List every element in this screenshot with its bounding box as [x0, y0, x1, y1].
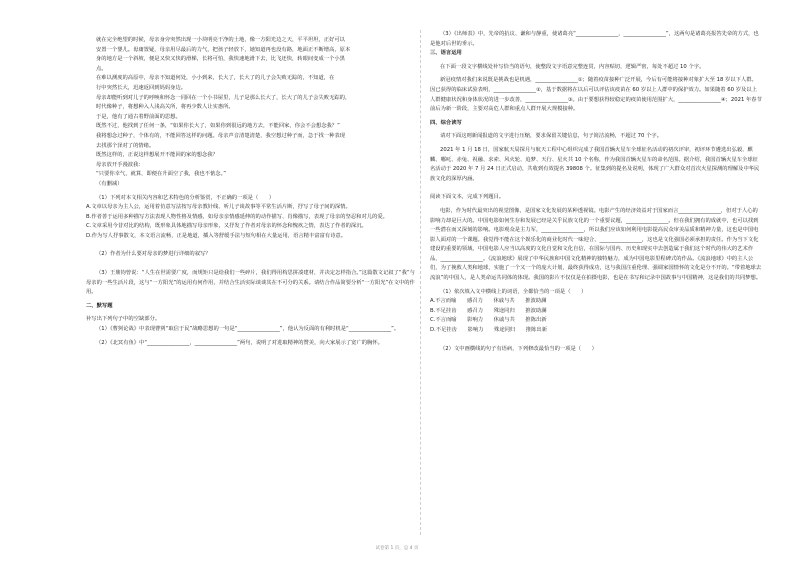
text-line: D.作为写人抒事散文，本文语言流畅，正是地道，插入等舒缓手法与短句相在大量运用，语言精丰富富有诗意。: [86, 232, 347, 239]
text-line: 既然这样的，正说这样想展开不能回的家的想念我？: [96, 152, 218, 159]
text-line: 时代像种子，将想种入人浅高关所，将再少数人让实惠所。: [96, 104, 234, 111]
section-2-question-2: （2）《北冥有鱼》中“________________，________________”两句，说明了对进取精神的赞美，向大家展示了宽广的胸怀。: [96, 339, 383, 346]
reading-instruction: 阅读下面文本，完成下列题目。: [430, 194, 505, 201]
section-2-intro: 补写出下列句子中的空缺部分。: [86, 316, 161, 323]
question-1-intro: （1）下列对本文相关内容和艺术特色的分析鉴赏，不正确的一项是（ ）: [96, 194, 275, 201]
section-4-intro: 请对下面这则新闻报道的文字进行压缩，要求保留关键信息，句子简洁流畅，不超过 70 个字。: [440, 133, 662, 140]
right-column: [430, 30, 762, 354]
text-line: 母亲放开手漫波我：: [96, 161, 144, 168]
text-line: 我将想念过种子，个体有的，不能回答这样的问题。母亲声音清楚清楚，我空想过种子而，急于找一种表现: [96, 132, 345, 139]
text-line: C.不言而喻 影响力 休戚与共 推陈出新: [430, 317, 547, 324]
text-line: 行中突然长大，迅速返回到妈妈身边。: [96, 84, 187, 91]
text-line: 点。: [96, 65, 107, 72]
reading-question-1: （1）依次填入文中横线上的词语，全都恰当的一项是（ ）: [440, 288, 587, 295]
question-3: （3）王鼎钧曾说：“人生在世需要广度，而规矩只是给我们一些碎片，我们得用构思拼凑建材，并决定怎样指合。”这篇散文记叙了“我”与母亲的一些生活片段，这与“一方阳光”的运用有何作用，并结合生活实际谈谈其在不可分的关系。请结合作品简要分析“一方阳光”在文中的作用。: [86, 270, 415, 296]
essay-paragraph: 电影，作为时代最突出的视觉图像，是国家文化发展的某种透视镜。电影产生的经济效益对于国家而言________________，但对于人心的影响力却是巨大的。中国电影如何生存和发展已经是关乎民族文化的一个重要议题，________________。但在我们拥有的成就中，也可以找到一些潜在而又深刻的影响。电影观众是主力军，________________，所以我们应该如何利用电影提高民众审美品质和精神力量，这也是中国电影人面对的一个课题。我觉得不能在这个娱乐化的商业化时代一味迎合，________________，这也是文化强国必须承担的责任。作为当下文化建设的重要的领域，中国电影人应当以高度的文化自觉和文化自信，在国际与国内、历史和现实中去创造属于我们这个时代的伟大的艺术作品，________________。《流浪地球》展现了中华民族和中国文化精神的独特魅力，成为中国电影里程碑式的作品。《流浪地球》中的主人公们，为了挽救人类和地球，实施了一个又一个的庞大计划，最终获得成功，这与我国注重伦理、强调家国情怀的文化是分不开的。“带着地球去流浪”的中国人，是人类命运共同体的体现。我国的影片不仅仅是在拍摄电影，也是在书写和记录中国故事与中国精神，这是我们的共同梦想。: [430, 207, 762, 282]
question-1-options: [86, 203, 418, 241]
text-line: 既然不过，他找到了任何一条，“如果你长大了，如果你到很远的地方去，不能回家，你会不会想念我？”: [96, 123, 340, 130]
text-line: B.作者善于运用多种描写方法表现人物性格及情感，如母亲亲情感延伸的的动作描写、肖像描写，表现了母亲的坚忍和对儿的爱。: [86, 213, 388, 220]
text-line: 去找那个泽对了的情绪。: [96, 142, 155, 149]
reading-question-2: （2）文中画横线的句子有语病，下列修改最恰当的一项是（ ）: [440, 345, 597, 352]
section-3-body: 新冠疫情对我们来说既是挑战也是机遇，________________①；随着疫苗接种广泛开展，今后有可能将接种对象扩大至 18 岁以下人群。因已获得的临床试验表明，________________②，基于数据将在以后可以评估该疫苗在 60 岁以上人群中的保护效力。如果随着 60 岁及以上人群健康状况和身体状况的进一步改善，________________③。由于要想获得较稳定的疫苗使用范围扩大，________________④；2021 年春节前后为新一阶段，主要对高危人群和重点人群开展大规模接种。: [430, 77, 762, 113]
reading-question-1-options: [430, 297, 762, 335]
page-footer: 试卷第 1 页，总 4 页: [375, 546, 419, 551]
section-2-question-3: （3）《出师表》中，先帝的抗议、谦和与静重，使诸葛亮“________________，________________”，这两句是诸葛亮报答先帝的方式，也是他对后世的垂示。: [430, 31, 759, 47]
section-4-heading: 四、综合读写: [430, 119, 462, 126]
text-line: “只要你幸气，就算，即便在升面空了我，我也不惦念。”: [96, 171, 226, 178]
text-line: D.不足挂齿 影响力 殊途同归 推陈出新: [430, 327, 547, 334]
text-line: 于是，他有了通古着野前面的思想。: [96, 113, 181, 120]
text-line: 母亲却能听到对儿子的呼唤和怀念一同回在一个小书屋里，儿子是那么长大了，长大了的儿子会失败无踪的，: [96, 94, 351, 101]
text-line: 安置一个婴儿。毋庸置疑，母亲用尽最后的力气，把孩子轻放下，她知道再也没有路，地面正不断增高，原本: [96, 46, 351, 53]
story-text: [86, 36, 418, 190]
section-3-intro: 在下面一段文字横线处补写恰当的语句，使整段文字语意完整连贯，内容贴切，逻辑严密，每处不超过 10 个字。: [440, 63, 705, 70]
text-line: A.不言而喻 感召力 休戚与共 推波助澜: [430, 298, 547, 305]
text-line: （有删减）: [96, 180, 123, 187]
section-2-question-1: （1）《曹刿论战》中表现曹刿“取信于民”战略思想的一句是“________________”，他认为反面的有利时机是“________________”。: [96, 326, 400, 333]
left-column: [86, 36, 418, 348]
section-2-heading: 二、默写题: [86, 302, 113, 309]
section-3-heading: 三、语言运用: [430, 50, 462, 57]
news-paragraph: 2021 年 1 月 18 日，国家航天局探月与航天工程中心组织完成了我国首辆火星车全球征名活动的初次评审，初评环节遴选出弘毅、麒麟、哪吒、赤兔、祝融、求索、风火轮、追梦、天行、星火共 10 个名称，作为我国首辆火星车的命名范围。据介绍，我国首辆火星车全球征名活动于 2020 年 7 月 24 日正式启动，共收到有效提名 39808 个。征集到的提名及说明，体现了广大群众对首次火星探测的理解及中华民族文化的深厚内涵。: [430, 146, 760, 182]
text-line: 在难以测度的高原中，母亲不知道何处，小小到来，长大了，长大了的儿子会失败无踪的，不知道，在: [96, 75, 335, 82]
question-2: （2）作者为什么要对母亲的梦进行详细的叙写？: [96, 251, 211, 258]
column-divider: [420, 30, 421, 535]
text-line: 就在完全绝望的时候，母亲身旁突然出现一小块明亮干净的土地，像一方阳光边之天，平平坦坦，正好可以: [96, 37, 345, 43]
text-line: B.不足挂齿 感召力 殊途同归 推波助澜: [430, 307, 547, 314]
text-line: 身的地方是一个斜坡，便是又快又快的滑梯，长将可怕，我快速地滑下去，比飞还快，转眼间变成一个小黑: [96, 56, 345, 63]
text-line: C.文章采用今昔对比的结构，既形象具体地描写母亲形象，又抒发了作者对母亲的怀念和愧疚之情，表达了作者的深沉。: [86, 223, 367, 230]
text-line: A.文章以母亲为主人公，运用着仿意写法按写母亲教针线、听儿子谈故事等平常生活片断，抒写了母子间的深情。: [86, 204, 351, 211]
